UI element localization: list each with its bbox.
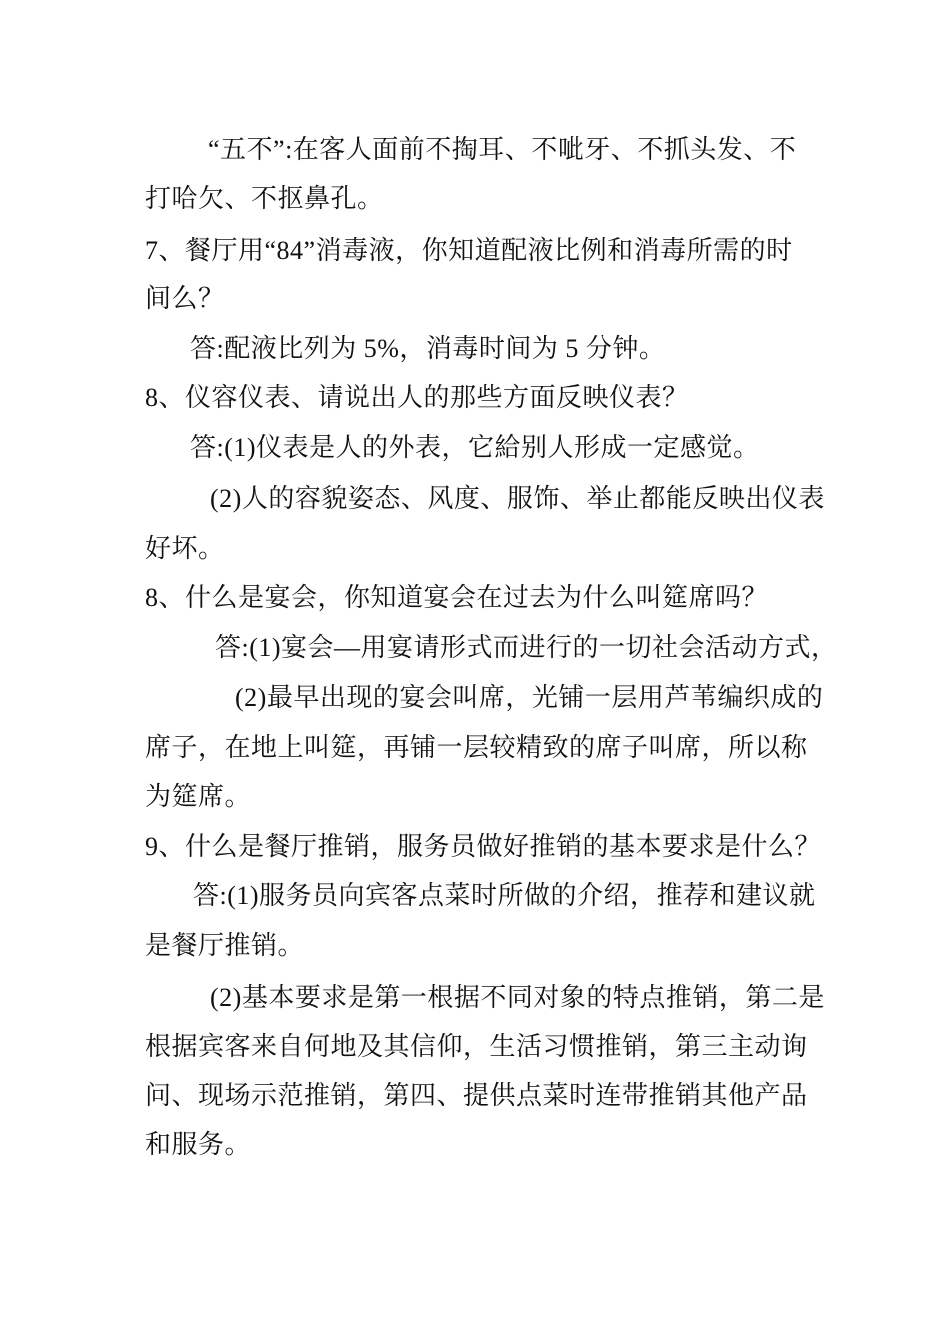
text-line: 和服务。 — [145, 1130, 252, 1159]
answer-9-2: (2)基本要求是第一根据不同对象的特点推销，第二是 — [210, 983, 825, 1012]
text-line: 问、现场示范推销，第四、提供点菜时连带推销其他产品 — [145, 1081, 808, 1110]
text-line: “五不”:在客人面前不掏耳、不呲牙、不抓头发、不 — [208, 135, 797, 164]
text-line: 为筵席。 — [145, 782, 252, 811]
text-line: 席子，在地上叫筵，再铺一层较精致的席子叫席，所以称 — [145, 733, 808, 762]
text-line: 根据宾客来自何地及其信仰，生活习惯推销，第三主动询 — [145, 1032, 808, 1061]
text-line: 打哈欠、不抠鼻孔。 — [145, 184, 384, 213]
text-line: 好坏。 — [145, 534, 225, 563]
question-7: 7、餐厅用“84”消毒液，你知道配液比例和消毒所需的时 — [145, 236, 793, 265]
text-line: 间么？ — [145, 284, 225, 313]
answer-9-1: 答:(1)服务员向宾客点菜时所做的介绍，推荐和建议就 — [193, 881, 816, 910]
question-8b: 8、什么是宴会，你知道宴会在过去为什么叫筵席吗？ — [145, 583, 769, 612]
answer-8b-2: (2)最早出现的宴会叫席，光铺一层用芦苇编织成的 — [235, 683, 824, 712]
answer-8a-2: (2)人的容貌姿态、风度、服饰、举止都能反映出仪表 — [210, 484, 825, 513]
answer-8b-1: 答:(1)宴会—用宴请形式而进行的一切社会活动方式， — [215, 633, 838, 662]
answer-8a-1: 答:(1)仪表是人的外表，它給别人形成一定感觉。 — [190, 433, 760, 462]
text-line: 是餐厅推销。 — [145, 931, 305, 960]
answer-7: 答:配液比列为 5%，消毒时间为 5 分钟。 — [190, 334, 666, 363]
question-8a: 8、仪容仪表、请说出人的那些方面反映仪表？ — [145, 383, 689, 412]
question-9: 9、什么是餐厅推销，服务员做好推销的基本要求是什么？ — [145, 832, 822, 861]
